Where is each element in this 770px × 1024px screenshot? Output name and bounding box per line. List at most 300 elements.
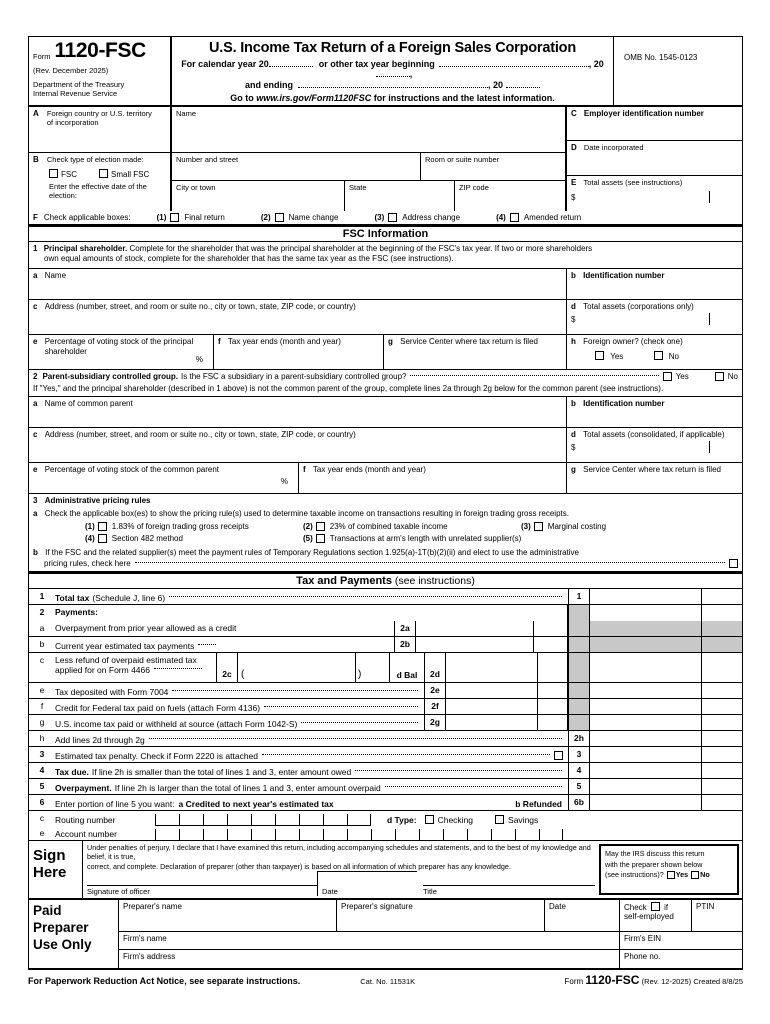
- catalog-number: Cat. No. 11531K: [360, 977, 416, 987]
- label-c-letter: C: [571, 109, 577, 118]
- field-common-parent-name[interactable]: [29, 397, 567, 427]
- account-number-input[interactable]: [155, 829, 563, 840]
- checkbox-pricing-1-83-pct[interactable]: [98, 522, 107, 531]
- line-2g-letter: g: [39, 717, 45, 728]
- field-self-employed-check[interactable]: [620, 900, 692, 931]
- line-2c-box-label: 2c: [216, 653, 238, 682]
- blank-cents-2e: [702, 683, 742, 698]
- shade-col-2c: [568, 653, 590, 682]
- calendar-year-input[interactable]: [269, 66, 313, 67]
- line-4-rest: If line 2h is smaller than the total of lines 1 and 3, enter amount owed: [91, 766, 352, 777]
- tax-line-2f: [28, 699, 743, 715]
- blank-cents-2f: [702, 699, 742, 714]
- row-1e-label: Percentage of voting stock of the principal shareholder: [44, 336, 194, 356]
- row-2a-letter: a: [33, 398, 38, 408]
- item-3b-text: If the FSC and the related supplier(s) meet the payment rules of Temporary Regulations section 1.925(a)-1T(b)(2)(ii) and elect to use the administrative: [45, 548, 580, 558]
- field-employer-identification-number[interactable]: [567, 107, 742, 141]
- row-1c-label: Address (number, street, and room or suite no., city or town, state, ZIP code, or country): [44, 301, 356, 311]
- line-2a-cents-input[interactable]: [534, 621, 568, 636]
- row-1c-letter: c: [33, 301, 38, 311]
- line-5-bold: Overpayment.: [55, 782, 112, 793]
- item-3-administrative-pricing-rules: [28, 494, 743, 573]
- line-6-number: 6: [39, 797, 45, 808]
- paren-close: ): [358, 669, 362, 681]
- item-1-principal-shareholder: [28, 242, 743, 370]
- form-revision-date: (Rev. December 2025): [33, 66, 109, 75]
- field-signature-date[interactable]: [317, 871, 417, 896]
- label-fsc: FSC: [61, 170, 77, 179]
- line-3-number: 3: [39, 749, 45, 760]
- perjury-line-2: correct, and complete. Declaration of preparer (other than taxpayer) is based on all information of which preparer has any knowledge.: [87, 861, 511, 871]
- field-room-suite[interactable]: [421, 153, 565, 180]
- line-6e-text: Account number: [55, 829, 117, 840]
- footer-form-word: Form: [564, 977, 584, 987]
- line-2d-bal-label: d Bal: [396, 670, 418, 681]
- item-1-title: Principal shareholder.: [43, 244, 128, 253]
- field-firm-address[interactable]: [119, 950, 620, 968]
- tax-line-3: [28, 747, 743, 763]
- sign-here-label: [29, 841, 83, 898]
- footer-created-date: Created 8/8/25: [693, 977, 743, 987]
- label-parent-sub-yes: Yes: [675, 371, 689, 381]
- item-2-text: Is the FSC a subsidiary in a parent-subsidiary controlled group?: [181, 371, 407, 381]
- shade-col-2b: [568, 637, 590, 652]
- shade-col-2f: [568, 699, 590, 714]
- preparer-label-1: Paid: [33, 903, 62, 919]
- shade-amt-2a: [590, 621, 702, 636]
- line-2h-box-label: 2h: [568, 731, 590, 746]
- tax-header-title: Tax and Payments: [296, 575, 392, 588]
- label-check: Check: [624, 903, 647, 913]
- checkbox-irs-discuss-no[interactable]: [691, 871, 699, 879]
- label-foreign-owner-yes: Yes: [610, 351, 624, 361]
- label-d-letter: D: [571, 143, 577, 152]
- field-foreign-country[interactable]: [29, 107, 170, 153]
- shade-col-2e: [568, 683, 590, 698]
- entity-information-block: [28, 107, 743, 211]
- line-6d-type-label: d Type:: [387, 814, 417, 825]
- item-3a-letter: a: [33, 508, 38, 518]
- pricing-opt-5-label: Transactions at arm's length with unrelated supplier(s): [329, 534, 522, 544]
- line-6c-text: Routing number: [55, 814, 116, 825]
- f-opt-1-num: (1): [156, 213, 167, 222]
- field-city-or-town[interactable]: [172, 181, 345, 211]
- line-2e-letter: e: [39, 685, 45, 696]
- item-2-title: Parent-subsidiary controlled group.: [42, 371, 179, 381]
- form-word-label: Form: [33, 52, 51, 61]
- field-firm-name[interactable]: [119, 932, 620, 949]
- line-3-amount-input[interactable]: [590, 747, 702, 762]
- field-ptin[interactable]: [692, 900, 742, 931]
- line-2-amount-blank: [590, 605, 702, 621]
- field-common-parent-id[interactable]: [567, 397, 742, 427]
- label-firm-ein: Firm's EIN: [624, 934, 662, 944]
- label-ein: Employer identification number: [583, 109, 704, 118]
- tax-year-ending-label: and ending: [244, 80, 293, 90]
- row-1b-letter: b: [571, 270, 576, 280]
- row-2d-label: Total assets (consolidated, if applicable): [583, 429, 725, 439]
- field-number-and-street[interactable]: [172, 153, 421, 180]
- field-shareholder-address[interactable]: [29, 300, 567, 334]
- line-3-box-label: 3: [568, 747, 590, 762]
- sign-here-block: [28, 841, 743, 900]
- field-total-assets[interactable]: [567, 176, 742, 211]
- field-zip-code[interactable]: [455, 181, 565, 211]
- field-date-incorporated[interactable]: [567, 141, 742, 176]
- label-room-suite: Room or suite number: [425, 155, 500, 164]
- shade-col-2: [568, 605, 590, 621]
- irs-line: Internal Revenue Service: [33, 89, 118, 99]
- field-pct-voting-stock[interactable]: [29, 335, 214, 369]
- form-1120-fsc-page: [28, 36, 743, 987]
- line-2g-amount-input[interactable]: [446, 715, 538, 730]
- field-common-parent-total-assets[interactable]: [567, 428, 742, 462]
- year-ending-yy-input[interactable]: [506, 87, 540, 88]
- perjury-line-1: Under penalties of perjury, I declare that I have examined this return, including accompanying schedules and statements, and to the best of my knowledge and belief, it is true,: [87, 843, 591, 862]
- label-state: State: [349, 183, 367, 192]
- label-irs-yes: Yes: [675, 870, 689, 879]
- row-2b-letter: b: [571, 398, 576, 408]
- field-pct-voting-common-parent[interactable]: [29, 463, 299, 493]
- line-4-cents-input[interactable]: [702, 763, 742, 778]
- masthead-title-block: U.S. Income Tax Return of a Foreign Sales Corporation For calendar year 20 or other tax year beginning , 20 , and ending , 20 Go to www.irs.gov/Form1120FSC for instructions and the latest information.: [172, 37, 614, 105]
- tax-line-2-header: [28, 605, 743, 621]
- row-1f-label: Tax year ends (month and year): [227, 336, 341, 346]
- line-6-text: Enter portion of line 5 you want:: [55, 798, 175, 809]
- label-number-street: Number and street: [176, 155, 239, 164]
- tax-line-2h: [28, 731, 743, 747]
- line-4-box-label: 4: [568, 763, 590, 778]
- pricing-opt-1-label: 1.83% of foreign trading gross receipts: [111, 522, 249, 532]
- label-savings: Savings: [508, 814, 539, 825]
- label-preparer-signature: Preparer's signature: [341, 902, 413, 912]
- checkbox-elect-admin-pricing[interactable]: [729, 559, 738, 568]
- label-officer-title: Title: [423, 887, 437, 897]
- field-shareholder-name[interactable]: [29, 269, 567, 299]
- entity-right-column: [567, 107, 742, 211]
- line-2d-cents-input[interactable]: [538, 653, 568, 682]
- line-6b-cents-input[interactable]: [702, 795, 742, 810]
- routing-number-input[interactable]: [155, 814, 371, 826]
- shade-cents-2a: [702, 621, 742, 636]
- line-5-number: 5: [39, 781, 45, 792]
- field-phone-number[interactable]: [620, 950, 742, 968]
- entity-address-column: [172, 107, 567, 211]
- line-2e-cents-input[interactable]: [538, 683, 568, 698]
- f-opt-2-num: (2): [260, 213, 271, 222]
- label-a-text: Foreign country or U.S. territory of incorporation: [46, 109, 152, 127]
- shade-cents-2b: [702, 637, 742, 652]
- irs-website-link[interactable]: www.irs.gov/Form1120FSC: [256, 93, 372, 103]
- checkbox-address-change[interactable]: [388, 213, 397, 222]
- line-2a-text: Overpayment from prior year allowed as a credit: [55, 623, 237, 634]
- item-1-text: Complete for the shareholder that was the principal shareholder at the beginning of the FSC's tax year. If two or more shareholders: [129, 244, 593, 253]
- line-6a-label: a Credited to next year's estimated tax: [178, 798, 334, 809]
- shade-col-2g: [568, 715, 590, 730]
- line-2d-amount-input[interactable]: [446, 653, 538, 682]
- line-2h-letter: h: [39, 733, 45, 744]
- checkbox-name-change[interactable]: [275, 213, 284, 222]
- label-signature-officer: Signature of officer: [87, 887, 150, 897]
- row-2c-label: Address (number, street, and room or suite no., city or town, state, ZIP code, or country): [44, 429, 356, 439]
- checkbox-pricing-arms-length[interactable]: [316, 534, 325, 543]
- calendar-year-prefix: For calendar year 20: [181, 59, 269, 69]
- field-state[interactable]: [345, 181, 455, 211]
- checkbox-fsc[interactable]: [49, 169, 58, 178]
- cents-divider: [709, 191, 710, 203]
- paperwork-reduction-notice: For Paperwork Reduction Act Notice, see separate instructions.: [28, 976, 301, 987]
- preparer-label-2: Preparer: [33, 920, 89, 936]
- item-2-note: If "Yes," and the principal shareholder (described in 1 above) is not the common parent of the group, complete lines 2a through 2g below for the common parent (see instructions).: [33, 384, 664, 394]
- tax-line-5: [28, 779, 743, 795]
- line-2f-letter: f: [40, 701, 44, 712]
- pricing-opt-1-num: (1): [85, 522, 95, 532]
- line-6b-box-label: 6b: [568, 795, 590, 810]
- tax-line-6c-routing: [28, 811, 743, 826]
- label-self-employed: self-employed: [624, 912, 674, 922]
- line-2g-text: U.S. income tax paid or withheld at source (attach Form 1042-S): [55, 718, 298, 729]
- line-2b-text: Current year estimated tax payments: [55, 640, 195, 651]
- row-2e-letter: e: [33, 464, 38, 474]
- row-2f-label: Tax year ends (month and year): [312, 464, 426, 474]
- f-opt-2-label: Name change: [288, 213, 339, 222]
- footer-form-identity: [565, 973, 744, 987]
- omb-number: OMB No. 1545-0123: [624, 53, 698, 62]
- line-6c-letter: c: [39, 813, 45, 824]
- irs-discuss-box: [599, 844, 739, 895]
- shade-col-2a: [568, 621, 590, 636]
- row-1g-letter: g: [388, 336, 393, 346]
- paid-preparer-label: [29, 900, 119, 968]
- label-preparer-date: Date: [549, 902, 566, 912]
- spacer-4: [534, 605, 568, 621]
- label-preparer-name: Preparer's name: [123, 902, 182, 912]
- blank-cents-2g: [702, 715, 742, 730]
- line-2-cents-blank: [702, 605, 742, 621]
- row-1g-label: Service Center where tax return is filed: [400, 336, 538, 346]
- checkbox-parent-sub-no[interactable]: [715, 372, 724, 381]
- line-2b-letter: b: [39, 639, 45, 650]
- tax-header-sub: (see instructions): [394, 575, 475, 588]
- dollar-sign-1d: $: [571, 314, 576, 324]
- row-2e-label: Percentage of voting stock of the common parent: [44, 464, 220, 474]
- line-4-bold: Tax due.: [55, 766, 89, 777]
- form-footer: [28, 970, 743, 987]
- paren-open: (: [241, 669, 245, 681]
- item-2-parent-subsidiary-group: [28, 370, 743, 494]
- checkbox-small-fsc[interactable]: [99, 169, 108, 178]
- field-preparer-date[interactable]: [545, 900, 620, 931]
- footer-form-number: 1120-FSC: [585, 973, 640, 988]
- line-2c-amount-input[interactable]: [238, 653, 356, 682]
- checkbox-pricing-section-482[interactable]: [98, 534, 107, 543]
- sign-label-line-1: Sign: [33, 847, 66, 865]
- signature-body: [83, 841, 599, 898]
- label-firm-address: Firm's address: [123, 952, 176, 962]
- line-1-cents-input[interactable]: [702, 589, 742, 604]
- tax-line-2c: [28, 653, 743, 683]
- label-total-assets: Total assets (see instructions): [583, 178, 683, 187]
- item-1-text-cont: own equal amounts of stock, complete for the shareholder that has the same tax year as the FSC (see instructions).: [44, 254, 454, 264]
- line-5-cents-input[interactable]: [702, 779, 742, 794]
- field-signature-of-officer[interactable]: [87, 885, 317, 896]
- year-beginning-yy-input[interactable]: [376, 76, 410, 77]
- line-2a-amount-input[interactable]: [416, 621, 534, 636]
- row-1h-letter: h: [571, 336, 576, 346]
- field-officer-title[interactable]: [423, 885, 595, 896]
- blank-amt-2c: [590, 653, 702, 682]
- line-2f-box-label: 2f: [424, 699, 446, 714]
- line-2c-cents-input[interactable]: [356, 653, 390, 682]
- row-1d-label: Total assets (corporations only): [583, 301, 694, 311]
- field-shareholder-total-assets[interactable]: [567, 300, 742, 334]
- goto-prefix: Go to: [230, 93, 254, 103]
- line-2h-text: Add lines 2d through 2g: [55, 734, 145, 745]
- tax-line-1: [28, 589, 743, 605]
- line-1-rest: (Schedule J, line 6): [92, 592, 166, 603]
- label-irs-no: No: [700, 870, 710, 879]
- label-e-letter: E: [571, 178, 577, 187]
- tax-and-payments-header: [28, 572, 743, 589]
- field-parent-service-center[interactable]: [567, 463, 742, 493]
- field-name[interactable]: [172, 107, 565, 153]
- tax-year-ending-input[interactable]: [298, 87, 488, 88]
- field-parent-tax-year-ends[interactable]: [299, 463, 567, 493]
- label-checking: Checking: [437, 814, 474, 825]
- field-common-parent-address[interactable]: [29, 428, 567, 462]
- pricing-opt-4-num: (4): [85, 534, 95, 544]
- label-f-text: Check applicable boxes:: [43, 213, 131, 222]
- line-2f-text: Credit for Federal tax paid on fuels (attach Form 4136): [55, 702, 261, 713]
- checkbox-parent-sub-yes[interactable]: [663, 372, 672, 381]
- checkbox-pricing-23-pct[interactable]: [316, 522, 325, 531]
- irs-question-line-1: May the IRS discuss this return: [605, 849, 705, 859]
- tax-year-beginning-label: or other tax year beginning: [318, 59, 435, 69]
- line-2d-box-label: 2d: [424, 653, 446, 682]
- paid-preparer-block: [28, 900, 743, 970]
- item-3b-text-cont: pricing rules, check here: [44, 558, 131, 568]
- line-2f-cents-input[interactable]: [538, 699, 568, 714]
- cents-divider-2d: [709, 441, 710, 453]
- percent-sign-2e: %: [280, 476, 288, 486]
- line-4-number: 4: [39, 765, 45, 776]
- f-opt-1-label: Final return: [184, 213, 225, 222]
- line-2-label: Payments:: [55, 607, 98, 618]
- checkbox-account-type-savings[interactable]: [495, 815, 504, 824]
- line-4-amount-input[interactable]: [590, 763, 702, 778]
- label-zip-code: ZIP code: [459, 183, 489, 192]
- checkbox-self-employed[interactable]: [651, 902, 660, 911]
- row-2b-label: Identification number: [583, 398, 665, 408]
- line-2a-box-label: 2a: [394, 621, 416, 636]
- irs-question-line-3: (see instructions)?: [605, 870, 664, 879]
- tax-line-6: [28, 795, 743, 811]
- line-2c-text-2: applied for on Form 4466: [55, 665, 150, 676]
- row-2c-letter: c: [33, 429, 38, 439]
- line-2e-amount-input[interactable]: [446, 683, 538, 698]
- label-f-letter: F: [33, 213, 38, 222]
- row-2d-letter: d: [571, 429, 576, 439]
- checkbox-foreign-owner-no[interactable]: [654, 351, 663, 360]
- field-tax-year-ends[interactable]: [214, 335, 384, 369]
- field-service-center[interactable]: [384, 335, 567, 369]
- tax-line-4: [28, 763, 743, 779]
- label-signature-date: Date: [322, 887, 338, 897]
- blank-amt-2f: [590, 699, 702, 714]
- year-mark-1: , 20: [588, 59, 604, 69]
- dollar-sign-2d: $: [571, 442, 576, 452]
- field-shareholder-id-number[interactable]: [567, 269, 742, 299]
- tax-line-6e-account: [28, 826, 743, 841]
- row-2f-letter: f: [303, 464, 306, 474]
- checkbox-form-2220-attached[interactable]: [554, 751, 563, 760]
- percent-sign-1e: %: [195, 354, 203, 364]
- line-2b-amount-input[interactable]: [416, 637, 534, 652]
- year-mark-2: , 20: [487, 80, 503, 90]
- line-3-cents-input[interactable]: [702, 747, 742, 762]
- pricing-opt-2-label: 23% of combined taxable income: [329, 522, 448, 532]
- pricing-opt-3-num: (3): [521, 522, 531, 532]
- label-effective-date-note: Enter the effective date of the election:: [49, 182, 147, 201]
- line-2h-amount-input[interactable]: [590, 731, 702, 746]
- label-ptin: PTIN: [696, 902, 715, 912]
- line-6b-amount-input[interactable]: [590, 795, 702, 810]
- pricing-opt-5-num: (5): [303, 534, 313, 544]
- row-1d-letter: d: [571, 301, 576, 311]
- tax-line-2b: [28, 637, 743, 653]
- row-1b-label: Identification number: [583, 270, 665, 280]
- line-3-text: Estimated tax penalty. Check if Form 2220 is attached: [55, 750, 258, 761]
- field-preparer-name[interactable]: [119, 900, 337, 931]
- f-opt-4-label: Amended return: [523, 213, 582, 222]
- line-2h-cents-input[interactable]: [702, 731, 742, 746]
- line-2b-cents-input[interactable]: [534, 637, 568, 652]
- tax-year-beginning-input[interactable]: [439, 66, 589, 67]
- line-2f-amount-input[interactable]: [446, 699, 538, 714]
- line-5-amount-input[interactable]: [590, 779, 702, 794]
- checkbox-final-return[interactable]: [170, 213, 179, 222]
- pricing-opt-4-label: Section 482 method: [111, 534, 183, 544]
- checkbox-account-type-checking[interactable]: [425, 815, 434, 824]
- checkbox-irs-discuss-yes[interactable]: [667, 871, 675, 879]
- item-3a-text: Check the applicable box(es) to show the pricing rule(s) used to determine taxable income on transactions resulting in foreign trading gross receipts.: [44, 508, 569, 518]
- blank-cents-2c: [702, 653, 742, 682]
- paid-preparer-fields: [119, 900, 742, 968]
- line-6e-letter: e: [39, 828, 45, 839]
- checkbox-pricing-marginal-costing[interactable]: [534, 522, 543, 531]
- spacer-3: [416, 605, 534, 621]
- label-b-letter: B: [33, 155, 39, 164]
- line-1-number: 1: [39, 591, 45, 602]
- line-2g-cents-input[interactable]: [538, 715, 568, 730]
- field-preparer-signature[interactable]: [337, 900, 545, 931]
- entity-left-column: [29, 107, 172, 211]
- label-if: if: [664, 903, 669, 913]
- field-election-type: [29, 153, 170, 211]
- field-firm-ein[interactable]: [620, 932, 742, 949]
- line-2c-letter: c: [39, 655, 45, 666]
- checkbox-amended-return[interactable]: [510, 213, 519, 222]
- line-1-amount-input[interactable]: [590, 589, 702, 604]
- form-masthead: [28, 36, 743, 107]
- label-date-incorporated: Date incorporated: [583, 143, 644, 152]
- field-foreign-owner: [567, 335, 742, 369]
- item-3-title: Administrative pricing rules: [44, 495, 151, 505]
- checkbox-foreign-owner-yes[interactable]: [595, 351, 604, 360]
- row-1a-letter: a: [33, 270, 38, 280]
- row-2a-label: Name of common parent: [44, 398, 133, 408]
- tax-line-2e: [28, 683, 743, 699]
